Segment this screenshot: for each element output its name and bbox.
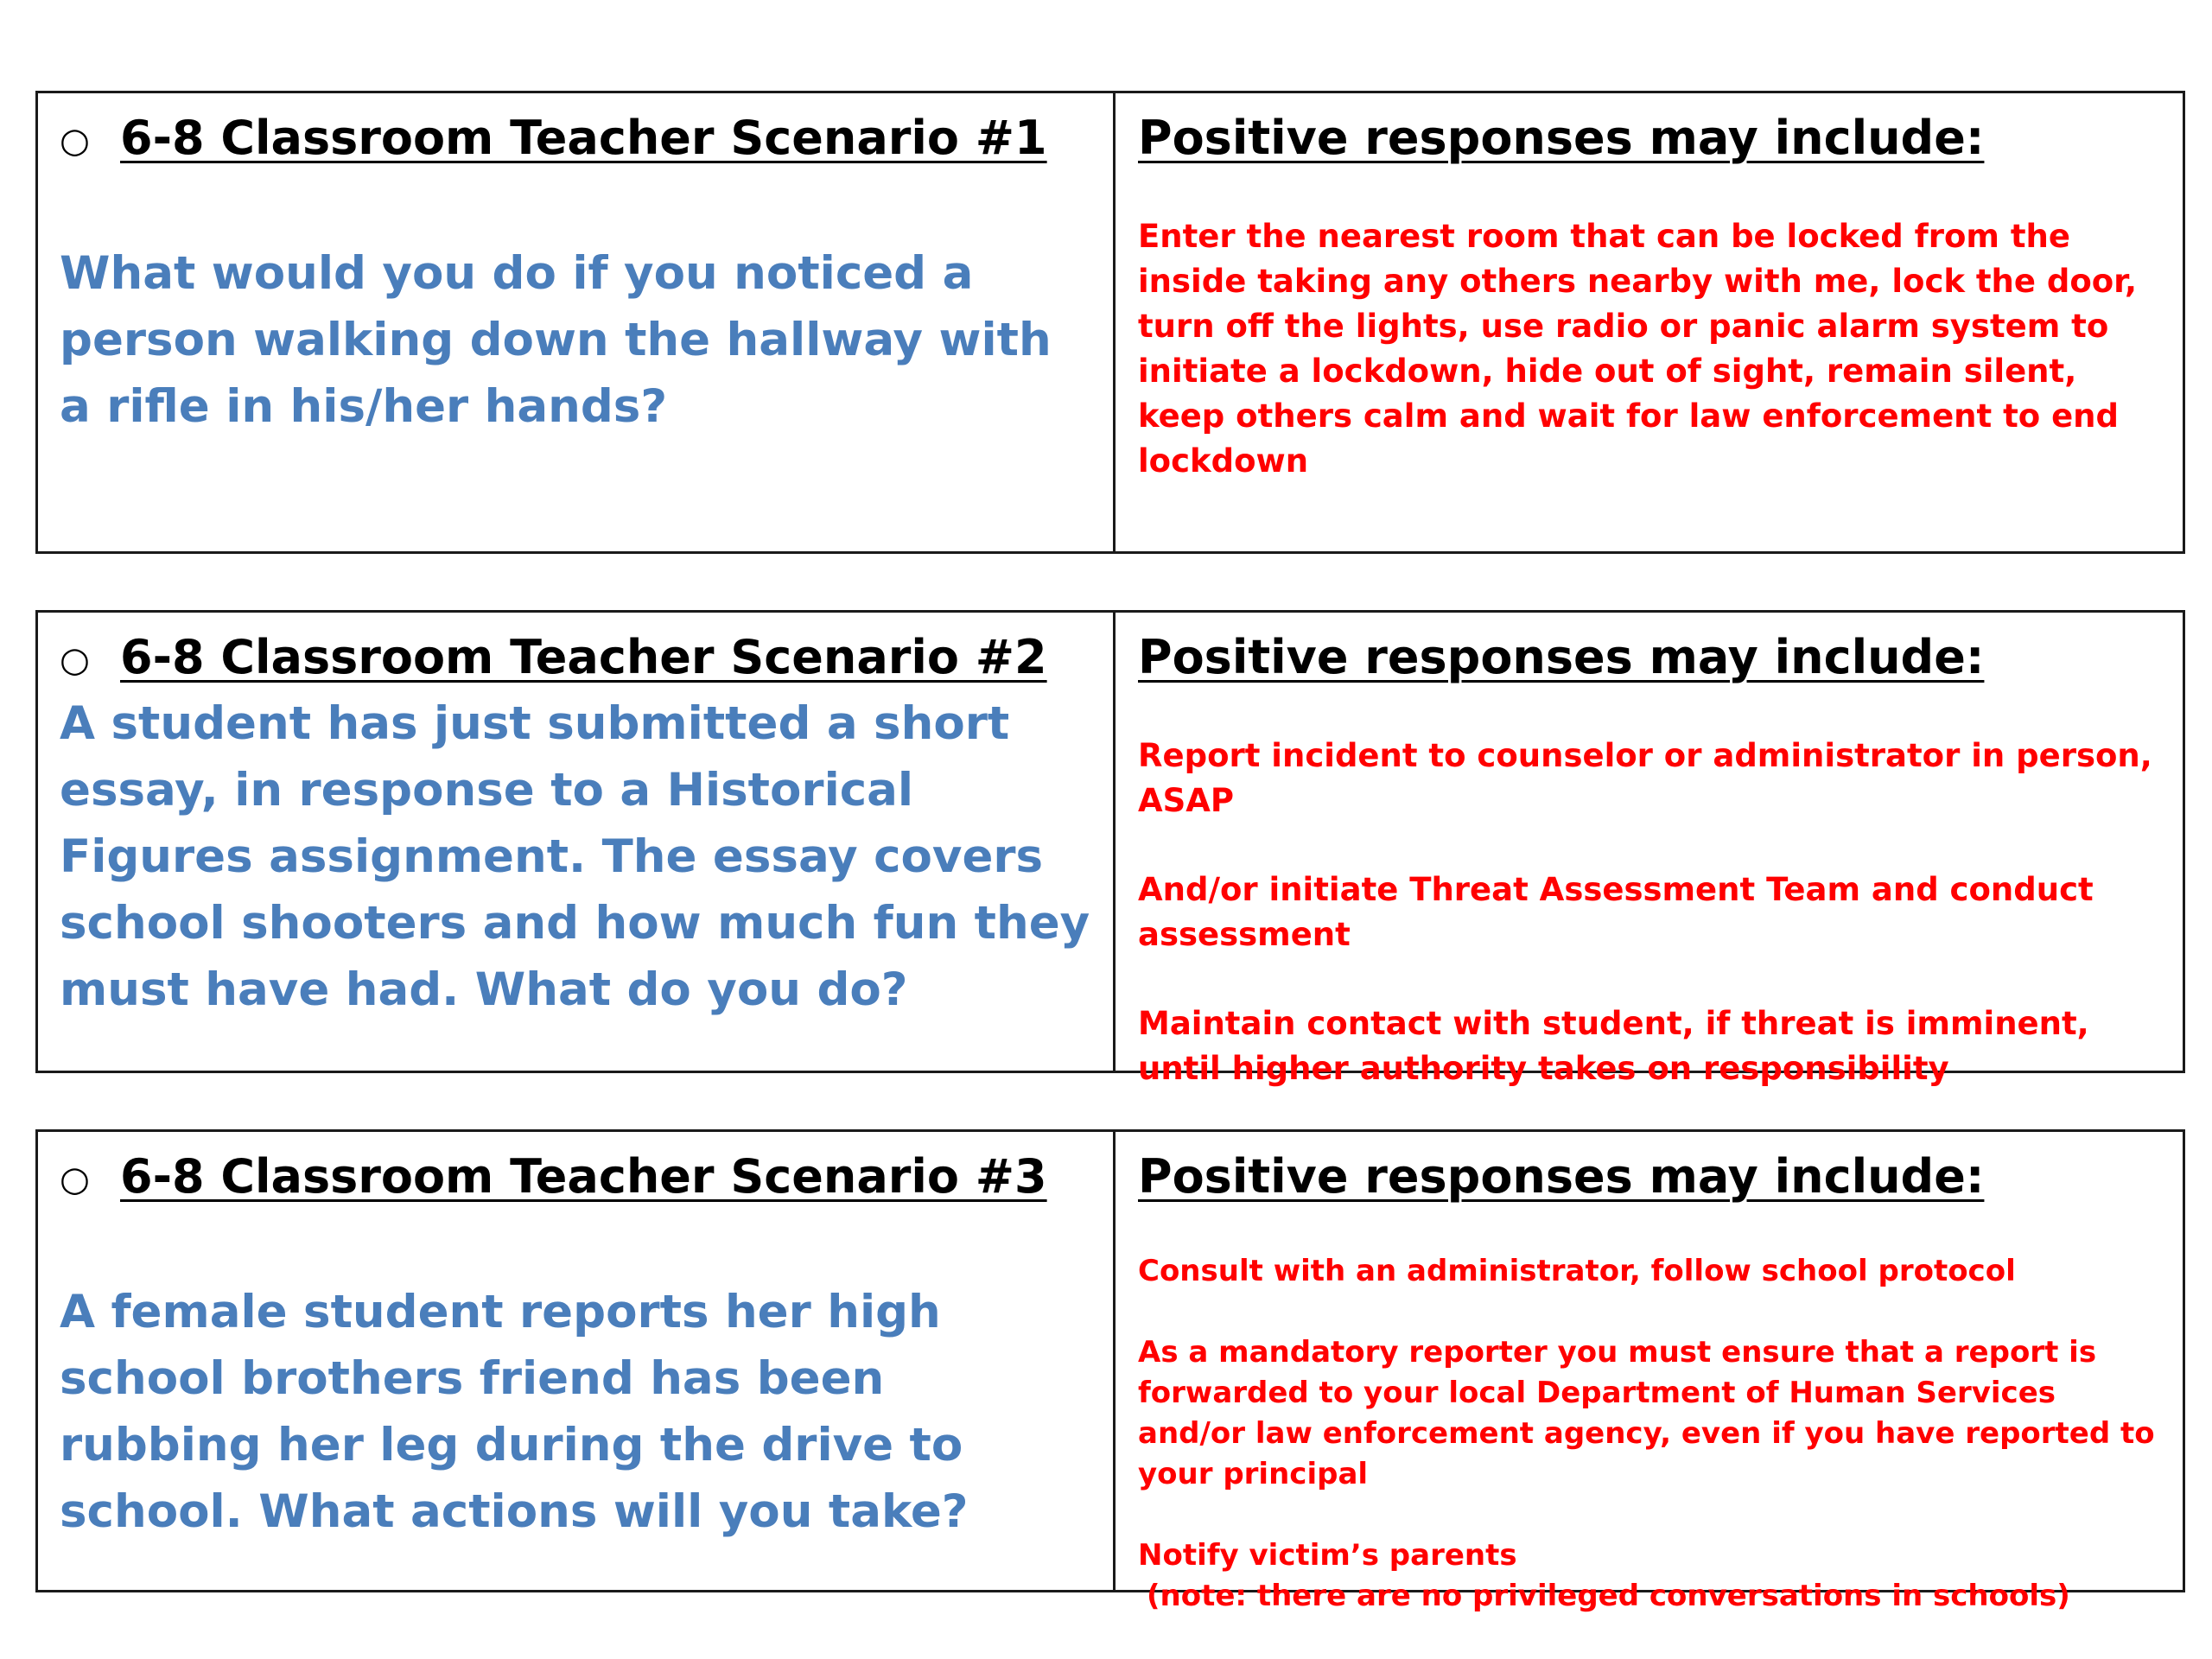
response-item: Consult with an administrator, follow school protocol (1138, 1254, 2016, 1288)
responses-heading: Positive responses may include: (1138, 111, 1985, 165)
scenario-question: What would you do if you noticed a person walking down the hallway with a rifle in his/her hands? (60, 247, 1052, 433)
responses-list (1138, 734, 2164, 1091)
response-item: Enter the nearest room that can be locked from the inside taking any others nearby with me, lock the door, turn off the lights, use radio or panic alarm system to initiate a lockdown, hide out of sight, remain silent, keep others calm and wait for law enforcement to end lockdown (1138, 218, 2138, 480)
responses-cell (1116, 613, 2183, 1087)
circle-bullet-icon: ○ (60, 640, 90, 681)
scenario-card-3 (35, 1129, 2185, 1613)
scenario-question-cell (38, 1132, 1116, 1590)
response-item: Report incident to counselor or administrator in person, ASAP (1138, 737, 2152, 819)
scenario-question: A student has just submitted a short essay, in response to a Historical Figures assignment. The essay covers school shooters and how much fun they must have had. What do you do? (60, 697, 1090, 1016)
scenario-title: ○ 6-8 Classroom Teacher Scenario #3 (60, 1149, 1047, 1204)
response-item: As a mandatory reporter you must ensure that a report is forwarded to your local Department of Human Services and/or law enforcement agency, even if you have reported to your principal (1138, 1335, 2155, 1491)
circle-bullet-icon: ○ (60, 121, 90, 162)
scenario-question: A female student reports her high school brothers friend has been rubbing her leg during the drive to school. What actions will you take? (60, 1286, 969, 1538)
scenario-card-1 (35, 91, 2185, 554)
scenario-card-2 (35, 610, 2185, 1087)
response-item: Notify victim’s parents (1138, 1538, 1517, 1573)
scenario-question-cell (38, 93, 1116, 551)
responses-cell (1116, 93, 2183, 551)
scenario-question-cell (38, 613, 1116, 1071)
circle-bullet-icon: ○ (60, 1160, 90, 1200)
response-item: Maintain contact with student, if threat is imminent, until higher authority takes on responsibility (1138, 1005, 2089, 1087)
responses-heading: Positive responses may include: (1138, 1149, 1985, 1204)
responses-list (1138, 1251, 2164, 1617)
scenario-title: ○ 6-8 Classroom Teacher Scenario #1 (60, 111, 1047, 165)
responses-cell (1116, 1132, 2183, 1613)
responses-heading: Positive responses may include: (1138, 630, 1985, 684)
response-item: (note: there are no privileged conversations in schools) (1147, 1579, 2070, 1613)
scenario-title: ○ 6-8 Classroom Teacher Scenario #2 (60, 630, 1047, 684)
response-item: And/or initiate Threat Assessment Team and conduct assessment (1138, 871, 2094, 953)
responses-list (1138, 214, 2164, 484)
